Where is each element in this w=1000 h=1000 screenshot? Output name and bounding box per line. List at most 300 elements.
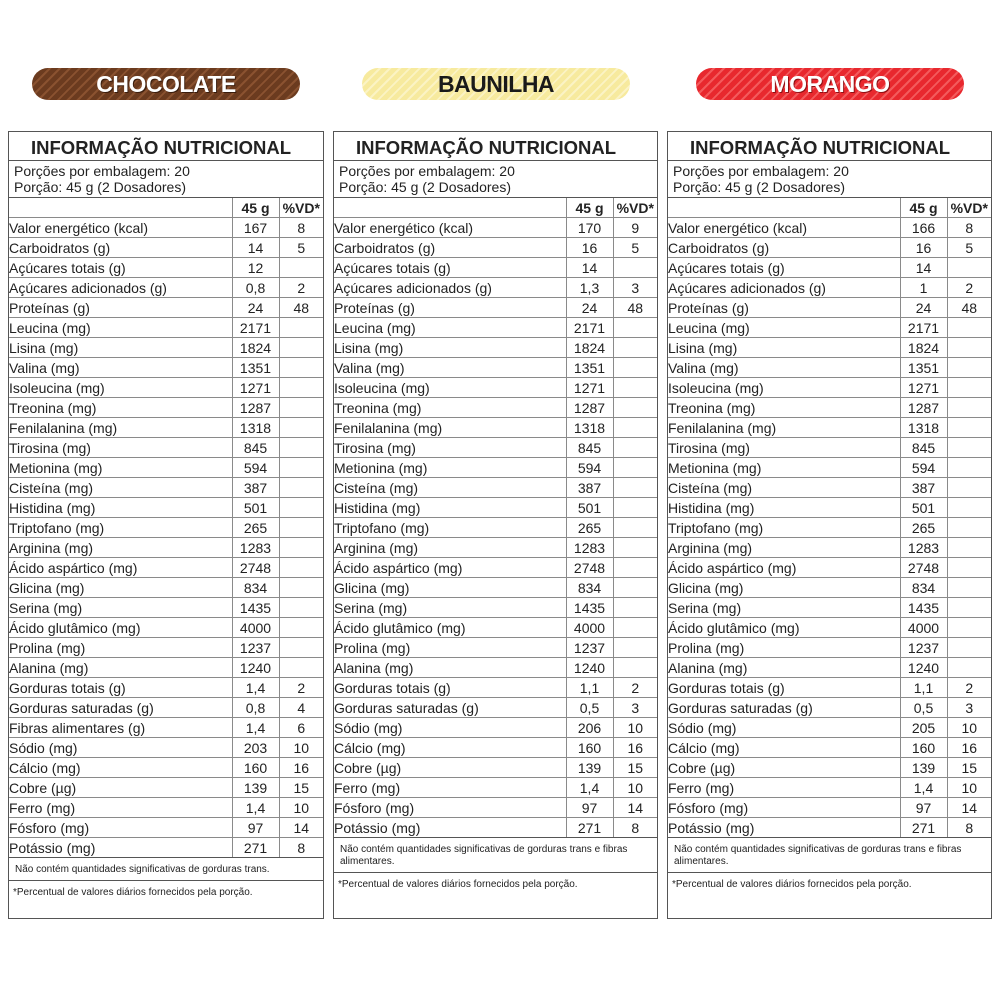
nutrient-dv — [947, 538, 991, 558]
table-row — [668, 738, 991, 758]
nutrient-value: 2171 — [566, 318, 613, 338]
table-row — [9, 338, 323, 358]
nutrient-value: 16 — [900, 238, 947, 258]
flavor-label: CHOCOLATE — [96, 70, 236, 97]
nutrient-name: Valina (mg) — [334, 358, 566, 378]
nutrient-value: 834 — [232, 578, 279, 598]
nutrient-dv: 8 — [947, 818, 991, 838]
nutrient-dv — [947, 318, 991, 338]
nutrition-panel-chocolate — [8, 131, 324, 919]
table-row — [668, 478, 991, 498]
nutrient-value: 97 — [566, 798, 613, 818]
nutrient-dv: 14 — [613, 798, 657, 818]
nutrient-dv: 10 — [947, 778, 991, 798]
nutrient-name: Proteínas (g) — [334, 298, 566, 318]
nutrient-name: Fósforo (mg) — [668, 798, 900, 818]
nutrient-name: Tirosina (mg) — [668, 438, 900, 458]
nutrient-value: 501 — [566, 498, 613, 518]
table-row — [334, 738, 657, 758]
panel-title: INFORMAÇÃO NUTRICIONAL — [9, 136, 323, 161]
table-row — [334, 698, 657, 718]
nutrient-dv: 16 — [613, 738, 657, 758]
nutrient-name: Açúcares adicionados (g) — [334, 278, 566, 298]
nutrient-name: Cisteína (mg) — [668, 478, 900, 498]
nutrient-value: 2748 — [566, 558, 613, 578]
table-row — [668, 558, 991, 578]
table-row — [334, 718, 657, 738]
nutrient-dv: 14 — [947, 798, 991, 818]
nutrient-name: Treonina (mg) — [334, 398, 566, 418]
table-row — [668, 758, 991, 778]
nutrient-dv: 15 — [279, 778, 323, 798]
nutrient-value: 0,5 — [900, 698, 947, 718]
nutrient-name: Histidina (mg) — [668, 498, 900, 518]
table-row — [668, 518, 991, 538]
nutrient-name: Histidina (mg) — [334, 498, 566, 518]
nutrient-name: Leucina (mg) — [668, 318, 900, 338]
flavor-label: BAUNILHA — [437, 70, 555, 97]
table-row — [668, 338, 991, 358]
table-row — [334, 778, 657, 798]
nutrient-dv — [279, 538, 323, 558]
nutrient-name: Arginina (mg) — [334, 538, 566, 558]
table-row — [334, 358, 657, 378]
nutrient-value: 1,3 — [566, 278, 613, 298]
nutrient-name: Cálcio (mg) — [9, 758, 232, 778]
nutrient-name: Serina (mg) — [668, 598, 900, 618]
table-row — [668, 438, 991, 458]
table-row — [9, 718, 323, 738]
nutrient-dv: 3 — [613, 698, 657, 718]
table-row — [668, 218, 991, 238]
table-row — [9, 598, 323, 618]
nutrient-value: 97 — [232, 818, 279, 838]
nutrient-name: Fenilalanina (mg) — [668, 418, 900, 438]
nutrient-dv — [947, 478, 991, 498]
nutrient-dv — [279, 598, 323, 618]
nutrient-value: 1283 — [900, 538, 947, 558]
nutrient-dv — [613, 398, 657, 418]
nutrient-name: Ácido glutâmico (mg) — [9, 618, 232, 638]
nutrient-dv — [613, 258, 657, 278]
nutrient-dv — [613, 638, 657, 658]
nutrient-dv — [613, 498, 657, 518]
table-row — [334, 558, 657, 578]
nutrient-value: 203 — [232, 738, 279, 758]
nutrient-name: Carboidratos (g) — [9, 238, 232, 258]
nutrient-name: Serina (mg) — [9, 598, 232, 618]
trans-fat-note: Não contém quantidades significativas de gorduras trans e fibras alimentares. — [668, 837, 991, 872]
table-header-row — [9, 198, 323, 218]
table-row — [9, 318, 323, 338]
nutrient-dv: 2 — [279, 278, 323, 298]
nutrient-name: Gorduras saturadas (g) — [668, 698, 900, 718]
table-row — [668, 258, 991, 278]
table-row — [334, 498, 657, 518]
nutrient-value: 1318 — [232, 418, 279, 438]
nutrient-dv: 5 — [613, 238, 657, 258]
nutrient-value: 387 — [566, 478, 613, 498]
portion-size: Porção: 45 g (2 Dosadores) — [673, 179, 845, 195]
nutrient-name: Gorduras totais (g) — [668, 678, 900, 698]
nutrient-dv — [613, 338, 657, 358]
nutrient-name: Alanina (mg) — [9, 658, 232, 678]
nutrient-name: Ácido glutâmico (mg) — [334, 618, 566, 638]
nutrient-value: 1318 — [900, 418, 947, 438]
nutrient-name: Açúcares totais (g) — [9, 258, 232, 278]
nutrient-dv — [947, 578, 991, 598]
serving-info — [9, 161, 323, 198]
nutrient-name: Proteínas (g) — [9, 298, 232, 318]
table-row — [9, 498, 323, 518]
table-row — [9, 638, 323, 658]
nutrient-value: 1351 — [900, 358, 947, 378]
nutrient-value: 594 — [900, 458, 947, 478]
nutrient-value: 1287 — [232, 398, 279, 418]
nutrient-name: Valor energético (kcal) — [334, 218, 566, 238]
nutrient-dv — [613, 378, 657, 398]
table-row — [9, 538, 323, 558]
nutrient-name: Metionina (mg) — [668, 458, 900, 478]
nutrient-value: 1240 — [566, 658, 613, 678]
nutrient-value: 387 — [900, 478, 947, 498]
nutrient-dv — [947, 498, 991, 518]
nutrient-value: 167 — [232, 218, 279, 238]
nutrition-table — [9, 198, 323, 857]
portion-size: Porção: 45 g (2 Dosadores) — [339, 179, 511, 195]
nutrition-panel-morango — [667, 131, 992, 919]
panel-title: INFORMAÇÃO NUTRICIONAL — [334, 136, 657, 161]
nutrient-dv — [613, 578, 657, 598]
nutrient-name: Leucina (mg) — [334, 318, 566, 338]
nutrient-dv — [613, 518, 657, 538]
nutrient-name: Tirosina (mg) — [334, 438, 566, 458]
table-row — [668, 238, 991, 258]
table-row — [334, 398, 657, 418]
nutrient-value: 24 — [900, 298, 947, 318]
nutrient-name: Cálcio (mg) — [668, 738, 900, 758]
nutrient-name: Valina (mg) — [668, 358, 900, 378]
table-row — [9, 758, 323, 778]
table-header-row — [334, 198, 657, 218]
nutrient-name: Fenilalanina (mg) — [9, 418, 232, 438]
nutrient-name: Ferro (mg) — [668, 778, 900, 798]
nutrient-dv — [279, 478, 323, 498]
nutrient-name: Cobre (µg) — [668, 758, 900, 778]
nutrient-value: 1287 — [900, 398, 947, 418]
nutrient-name: Fenilalanina (mg) — [334, 418, 566, 438]
nutrient-dv: 15 — [947, 758, 991, 778]
serving-info — [668, 161, 991, 198]
nutrient-value: 2171 — [900, 318, 947, 338]
table-row — [9, 378, 323, 398]
nutrient-name: Tirosina (mg) — [9, 438, 232, 458]
nutrient-name: Isoleucina (mg) — [668, 378, 900, 398]
nutrient-name: Carboidratos (g) — [334, 238, 566, 258]
nutrient-dv — [613, 318, 657, 338]
nutrient-value: 1,4 — [232, 678, 279, 698]
nutrient-name: Fibras alimentares (g) — [9, 718, 232, 738]
table-row — [334, 478, 657, 498]
table-row — [668, 658, 991, 678]
servings-per-package: Porções por embalagem: 20 — [339, 163, 515, 179]
table-row — [668, 318, 991, 338]
nutrient-dv — [279, 358, 323, 378]
nutrient-value: 594 — [232, 458, 279, 478]
nutrient-name: Isoleucina (mg) — [334, 378, 566, 398]
nutrient-name: Triptofano (mg) — [668, 518, 900, 538]
flavor-banner-baunilha — [362, 68, 630, 100]
nutrient-dv: 2 — [279, 678, 323, 698]
nutrient-name: Leucina (mg) — [9, 318, 232, 338]
flavor-banner-chocolate — [32, 68, 300, 100]
nutrient-value: 271 — [232, 838, 279, 858]
nutrient-value: 16 — [566, 238, 613, 258]
nutrient-dv: 10 — [613, 718, 657, 738]
nutrient-dv — [279, 658, 323, 678]
table-row — [668, 498, 991, 518]
table-row — [334, 458, 657, 478]
nutrient-dv — [613, 458, 657, 478]
nutrient-value: 501 — [900, 498, 947, 518]
nutrient-name: Triptofano (mg) — [9, 518, 232, 538]
nutrient-value: 4000 — [900, 618, 947, 638]
nutrient-dv: 8 — [947, 218, 991, 238]
nutrient-value: 1 — [900, 278, 947, 298]
table-row — [334, 658, 657, 678]
table-row — [9, 778, 323, 798]
nutrient-value: 271 — [566, 818, 613, 838]
nutrient-name: Cálcio (mg) — [334, 738, 566, 758]
nutrient-name: Treonina (mg) — [9, 398, 232, 418]
nutrient-dv — [279, 498, 323, 518]
nutrient-value: 2748 — [232, 558, 279, 578]
table-row — [334, 338, 657, 358]
nutrient-dv — [279, 618, 323, 638]
nutrient-value: 845 — [900, 438, 947, 458]
nutrient-dv: 3 — [947, 698, 991, 718]
nutrient-value: 166 — [900, 218, 947, 238]
nutrient-dv: 5 — [279, 238, 323, 258]
nutrient-dv — [279, 258, 323, 278]
nutrient-name: Cobre (µg) — [9, 778, 232, 798]
nutrient-name: Glicina (mg) — [668, 578, 900, 598]
nutrient-value: 265 — [900, 518, 947, 538]
nutrient-value: 834 — [566, 578, 613, 598]
nutrient-dv — [947, 338, 991, 358]
nutrient-dv: 2 — [947, 278, 991, 298]
nutrient-value: 2748 — [900, 558, 947, 578]
nutrient-value: 206 — [566, 718, 613, 738]
nutrient-dv — [947, 398, 991, 418]
column-header-value: 45 g — [900, 198, 947, 218]
nutrient-dv: 10 — [947, 718, 991, 738]
nutrient-value: 501 — [232, 498, 279, 518]
flavor-banner-morango — [696, 68, 964, 100]
nutrient-dv — [613, 598, 657, 618]
nutrient-dv — [947, 518, 991, 538]
nutrient-name: Arginina (mg) — [9, 538, 232, 558]
nutrient-name: Treonina (mg) — [668, 398, 900, 418]
nutrient-dv: 48 — [947, 298, 991, 318]
nutrient-value: 1271 — [900, 378, 947, 398]
nutrient-value: 0,8 — [232, 278, 279, 298]
nutrient-dv — [947, 258, 991, 278]
nutrient-value: 1318 — [566, 418, 613, 438]
column-header-dv: %VD* — [613, 198, 657, 218]
table-row — [9, 438, 323, 458]
nutrient-value: 1,1 — [900, 678, 947, 698]
table-row — [334, 758, 657, 778]
table-row — [668, 538, 991, 558]
nutrient-dv: 48 — [279, 298, 323, 318]
nutrient-value: 160 — [566, 738, 613, 758]
nutrient-value: 834 — [900, 578, 947, 598]
table-row — [9, 678, 323, 698]
nutrient-dv: 8 — [613, 818, 657, 838]
table-row — [334, 618, 657, 638]
nutrient-value: 139 — [232, 778, 279, 798]
nutrient-dv — [947, 418, 991, 438]
table-row — [334, 818, 657, 838]
nutrient-name: Isoleucina (mg) — [9, 378, 232, 398]
nutrient-name: Fósforo (mg) — [334, 798, 566, 818]
nutrient-dv — [947, 558, 991, 578]
table-row — [668, 698, 991, 718]
table-row — [668, 778, 991, 798]
nutrient-name: Glicina (mg) — [9, 578, 232, 598]
nutrient-name: Açúcares totais (g) — [334, 258, 566, 278]
nutrient-value: 160 — [232, 758, 279, 778]
nutrient-name: Metionina (mg) — [9, 458, 232, 478]
nutrient-value: 1283 — [232, 538, 279, 558]
table-row — [668, 718, 991, 738]
nutrient-dv — [613, 618, 657, 638]
nutrient-name: Sódio (mg) — [668, 718, 900, 738]
table-row — [334, 798, 657, 818]
table-row — [334, 318, 657, 338]
nutrient-value: 139 — [900, 758, 947, 778]
table-row — [334, 418, 657, 438]
nutrient-value: 1237 — [566, 638, 613, 658]
nutrition-table — [668, 198, 991, 837]
nutrient-value: 1237 — [232, 638, 279, 658]
nutrient-dv — [613, 558, 657, 578]
nutrient-dv: 8 — [279, 838, 323, 858]
table-row — [9, 578, 323, 598]
nutrient-dv — [279, 578, 323, 598]
table-row — [668, 398, 991, 418]
nutrient-name: Lisina (mg) — [9, 338, 232, 358]
nutrient-value: 205 — [900, 718, 947, 738]
nutrient-name: Valina (mg) — [9, 358, 232, 378]
table-row — [9, 238, 323, 258]
nutrient-dv: 5 — [947, 238, 991, 258]
table-row — [668, 818, 991, 838]
trans-fat-note: Não contém quantidades significativas de gorduras trans. — [9, 857, 323, 880]
table-row — [9, 398, 323, 418]
nutrient-value: 4000 — [566, 618, 613, 638]
nutrient-name: Potássio (mg) — [334, 818, 566, 838]
nutrient-value: 1240 — [232, 658, 279, 678]
nutrient-name: Alanina (mg) — [668, 658, 900, 678]
nutrient-name: Gorduras saturadas (g) — [334, 698, 566, 718]
nutrient-value: 1,4 — [566, 778, 613, 798]
nutrient-dv — [279, 418, 323, 438]
nutrient-value: 1824 — [900, 338, 947, 358]
nutrient-value: 1435 — [566, 598, 613, 618]
nutrient-name: Gorduras totais (g) — [9, 678, 232, 698]
nutrient-dv — [279, 378, 323, 398]
servings-per-package: Porções por embalagem: 20 — [673, 163, 849, 179]
table-row — [9, 478, 323, 498]
nutrient-dv: 10 — [279, 798, 323, 818]
flavor-label: MORANGO — [770, 70, 890, 97]
table-row — [668, 418, 991, 438]
nutrition-table — [334, 198, 657, 837]
table-row — [9, 278, 323, 298]
nutrient-dv: 16 — [947, 738, 991, 758]
nutrient-dv: 15 — [613, 758, 657, 778]
dv-footnote: *Percentual de valores diários fornecidos pela porção. — [334, 872, 657, 891]
nutrient-dv: 4 — [279, 698, 323, 718]
nutrient-name: Proteínas (g) — [668, 298, 900, 318]
column-header-dv: %VD* — [947, 198, 991, 218]
nutrient-value: 2171 — [232, 318, 279, 338]
nutrient-name: Potássio (mg) — [9, 838, 232, 858]
nutrient-name: Carboidratos (g) — [668, 238, 900, 258]
nutrient-value: 594 — [566, 458, 613, 478]
nutrient-dv — [947, 358, 991, 378]
nutrient-dv: 10 — [279, 738, 323, 758]
table-row — [334, 538, 657, 558]
nutrient-name: Serina (mg) — [334, 598, 566, 618]
nutrient-value: 1,4 — [232, 718, 279, 738]
nutrient-name: Ácido aspártico (mg) — [9, 558, 232, 578]
nutrient-name: Prolina (mg) — [334, 638, 566, 658]
nutrient-dv — [947, 638, 991, 658]
nutrient-name: Potássio (mg) — [668, 818, 900, 838]
table-row — [668, 578, 991, 598]
nutrient-dv — [613, 478, 657, 498]
nutrient-name: Cisteína (mg) — [9, 478, 232, 498]
nutrient-name: Arginina (mg) — [668, 538, 900, 558]
nutrient-name: Ácido aspártico (mg) — [668, 558, 900, 578]
table-row — [9, 518, 323, 538]
nutrient-value: 1287 — [566, 398, 613, 418]
nutrient-dv — [613, 418, 657, 438]
nutrient-dv: 10 — [613, 778, 657, 798]
nutrient-name: Açúcares totais (g) — [668, 258, 900, 278]
nutrient-value: 1435 — [900, 598, 947, 618]
column-header-value: 45 g — [566, 198, 613, 218]
table-row — [334, 238, 657, 258]
nutrient-value: 24 — [566, 298, 613, 318]
nutrient-dv: 2 — [613, 678, 657, 698]
nutrient-value: 845 — [232, 438, 279, 458]
nutrient-value: 97 — [900, 798, 947, 818]
nutrient-name: Sódio (mg) — [334, 718, 566, 738]
nutrient-name: Cisteína (mg) — [334, 478, 566, 498]
nutrient-name: Açúcares adicionados (g) — [668, 278, 900, 298]
nutrient-name: Ferro (mg) — [334, 778, 566, 798]
nutrient-value: 1283 — [566, 538, 613, 558]
table-header-row — [668, 198, 991, 218]
nutrient-name: Alanina (mg) — [334, 658, 566, 678]
nutrient-value: 0,5 — [566, 698, 613, 718]
nutrient-dv — [947, 458, 991, 478]
table-row — [9, 418, 323, 438]
